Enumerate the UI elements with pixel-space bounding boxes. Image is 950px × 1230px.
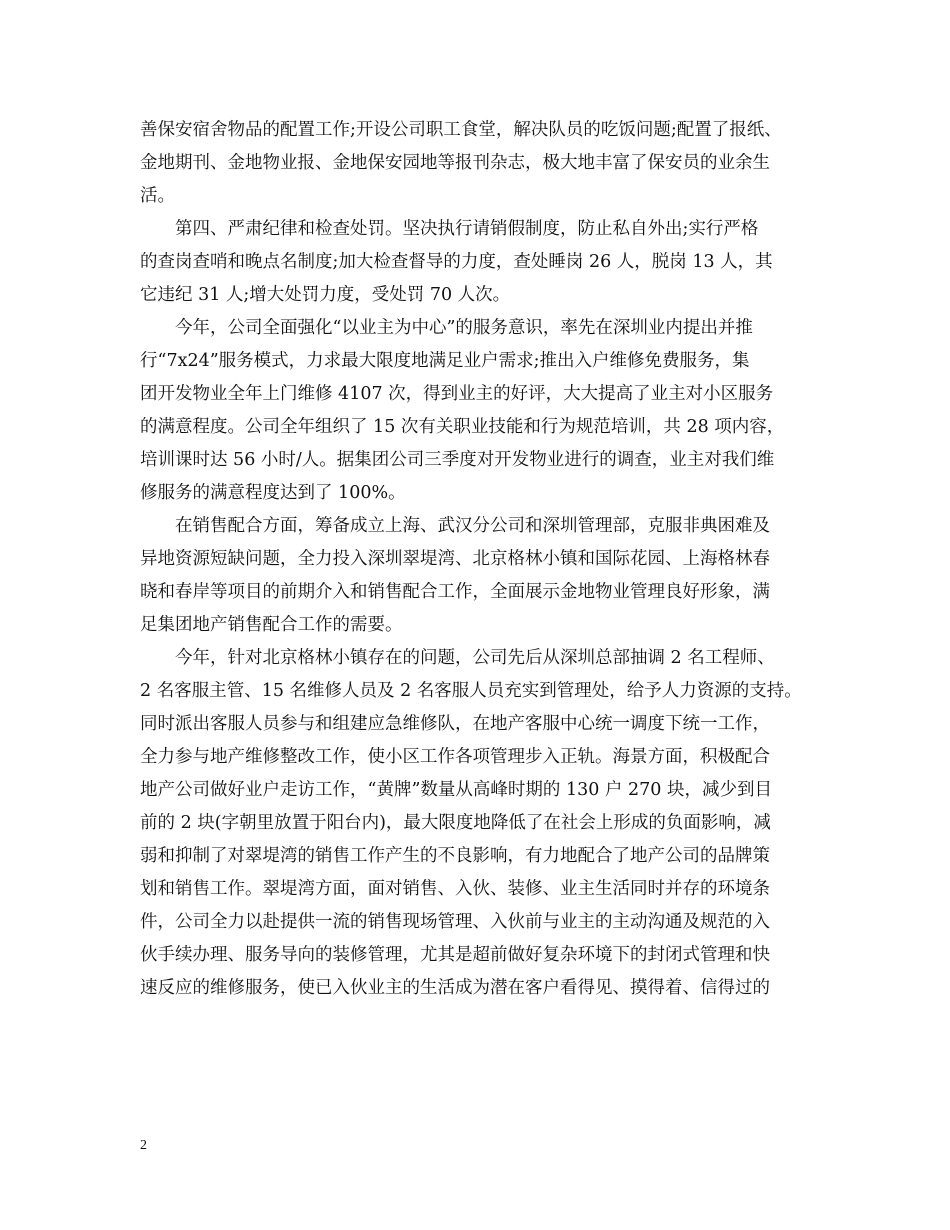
text-line: 足集团地产销售配合工作的需要。 [140,615,403,635]
text-line: 活。 [140,186,175,206]
text-line: 划和销售工作。翠堤湾方面，面对销售、入伙、装修、业主生活同时并存的环境条 [140,879,770,899]
paragraph [140,510,820,642]
text-line: 弱和抑制了对翠堤湾的销售工作产生的不良影响，有力地配合了地产公司的品牌策 [140,846,770,866]
text-line: 伙手续办理、服务导向的装修管理，尤其是超前做好复杂环境下的封闭式管理和快 [140,945,770,965]
paragraph [140,312,820,510]
text-line: 件，公司全力以赴提供一流的销售现场管理、入伙前与业主的主动沟通及规范的入 [140,912,770,932]
page-number: 2 [140,1138,147,1153]
paragraph [140,642,820,1005]
text-line: 异地资源短缺问题，全力投入深圳翠堤湾、北京格林小镇和国际花园、上海格林春 [140,549,770,569]
text-line: 在销售配合方面，筹备成立上海、武汉分公司和深圳管理部，克服非典困难及 [175,516,770,536]
text-line: 同时派出客服人员参与和组建应急维修队，在地产客服中心统一调度下统一工作， [140,714,770,734]
text-line: 地产公司做好业户走访工作，“黄牌”数量从高峰时期的 130 户 270 块，减少到目 [140,780,772,800]
text-line: 的满意程度。公司全年组织了 15 次有关职业技能和行为规范培训，共 28 项内容， [140,417,785,437]
text-line: 培训课时达 56 小时/人。据集团公司三季度对开发物业进行的调查，业主对我们维 [140,450,775,470]
text-line: 修服务的满意程度达到了 100%。 [140,483,406,503]
paragraph [140,114,820,213]
text-line: 2 名客服主管、15 名维修人员及 2 名客服人员充实到管理处，给予人力资源的支持。 [140,681,802,701]
text-line: 今年，公司全面强化“以业主为中心”的服务意识，率先在深圳业内提出并推 [175,318,753,338]
text-line: 前的 2 块(字朝里放置于阳台内)，最大限度地降低了在社会上形成的负面影响，减 [140,813,771,833]
text-line: 它违纪 31 人;增大处罚力度，受处罚 70 人次。 [140,285,511,305]
text-line: 金地期刊、金地物业报、金地保安园地等报刊杂志，极大地丰富了保安员的业余生 [140,153,770,173]
text-line: 第四、严肃纪律和检查处罚。坚决执行请销假制度，防止私自外出;实行严格 [175,219,759,239]
paragraph [140,213,820,312]
text-line: 全力参与地产维修整改工作，使小区工作各项管理步入正轨。海景方面，积极配合 [140,747,770,767]
text-line: 善保安宿舍物品的配置工作;开设公司职工食堂，解决队员的吃饭问题;配置了报纸、 [140,120,782,140]
document-body [140,114,820,1005]
text-line: 团开发物业全年上门维修 4107 次，得到业主的好评，大大提高了业主对小区服务 [140,384,774,404]
text-line: 速反应的维修服务，使已入伙业主的生活成为潜在客户看得见、摸得着、信得过的 [140,978,770,998]
text-line: 的查岗查哨和晚点名制度;加大检查督导的力度，查处睡岗 26 人，脱岗 13 人，其 [140,252,773,272]
text-line: 晓和春岸等项目的前期介入和销售配合工作，全面展示金地物业管理良好形象，满 [140,582,770,602]
text-line: 今年，针对北京格林小镇存在的问题，公司先后从深圳总部抽调 2 名工程师、 [175,648,775,668]
text-line: 行“7x24”服务模式，力求最大限度地满足业户需求;推出入户维修免费服务，集 [140,351,750,371]
